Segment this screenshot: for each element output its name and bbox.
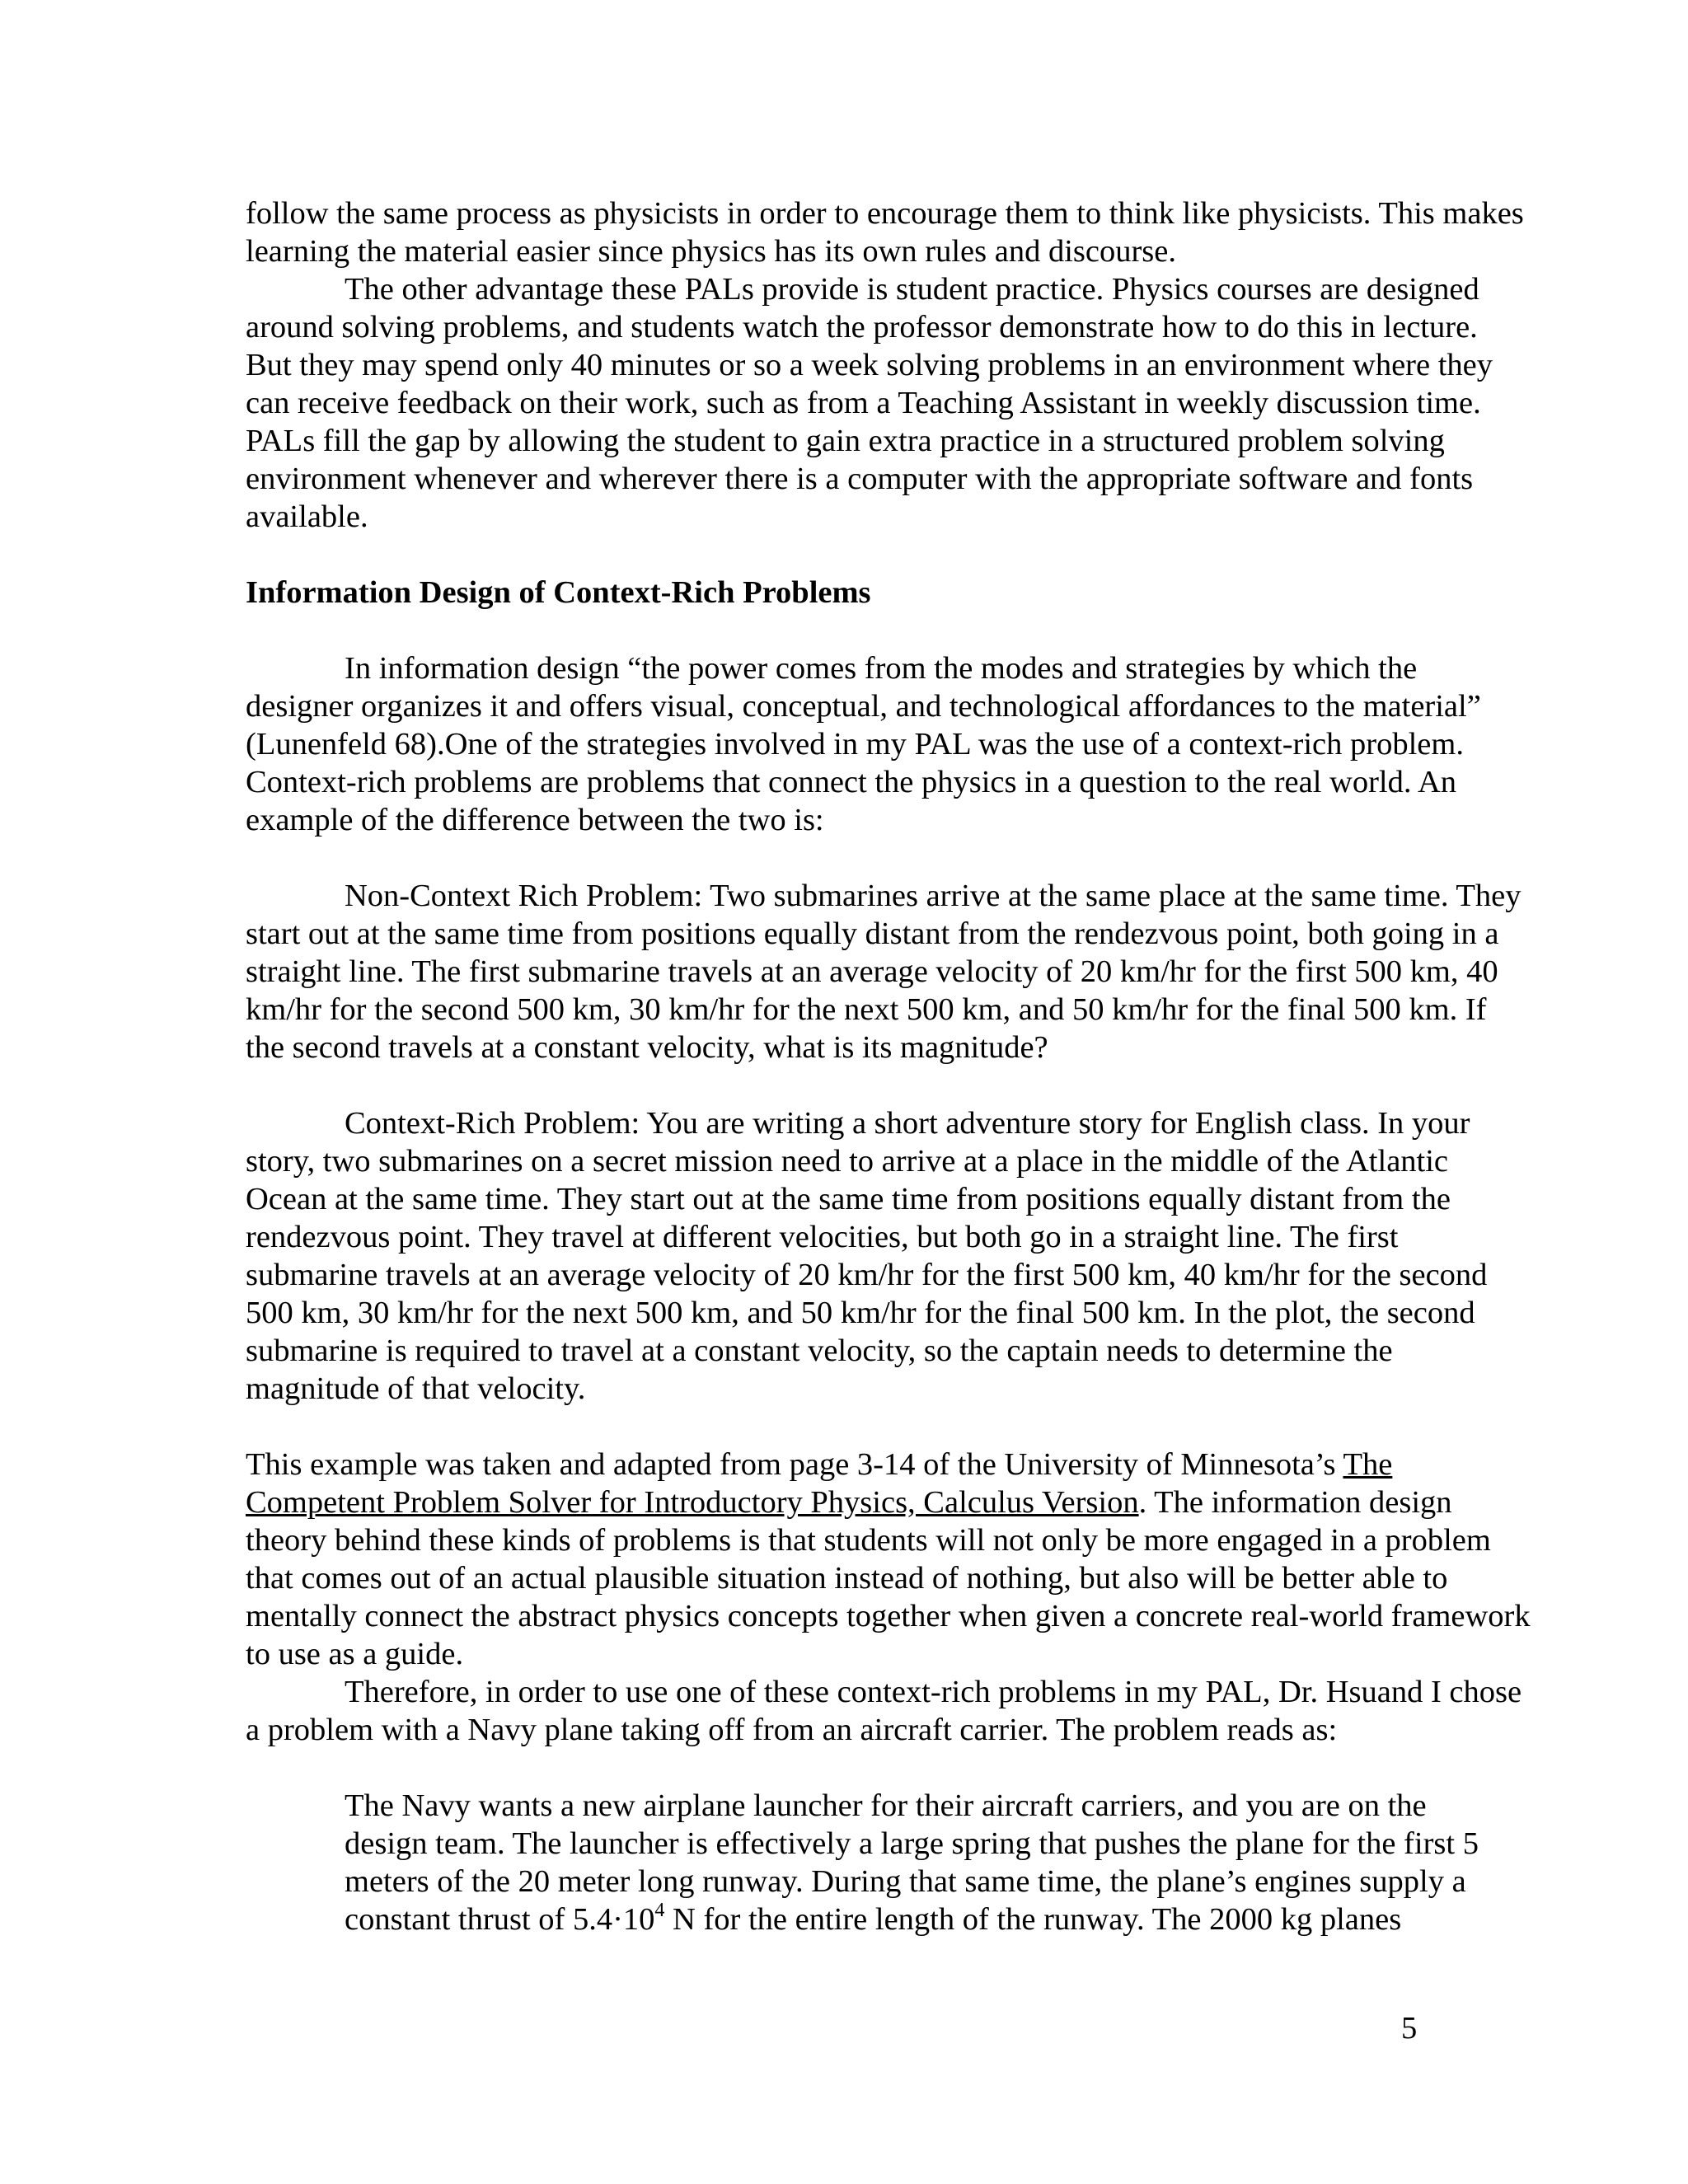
paragraph-non-context-problem: Non-Context Rich Problem: Two submarines arrive at the same place at the same time. They start out at the same time from positions equally distant from the rendezvous point, both going in a straight line. The first submarine travels at an average velocity of 20 km/hr for the first 500 km, 40 km/hr for the second 500 km, 30 km/hr for the next 500 km, and 50 km/hr for the final 500 km. If the second travels at a constant velocity, what is its magnitude?	[246, 879, 1522, 1065]
quote-text-end: N for the entire length of the runway. The 2000 kg planes	[664, 1902, 1402, 1937]
paragraph-context-rich-problem: Context-Rich Problem: You are writing a short adventure story for English class. In your story, two submarines on a secret mission need to arrive at a place in the middle of the Atlantic Ocean at the same time. They start out at the same time from positions equally distant from the rendezvous point. They travel at different velocities, but both go in a straight line. The first submarine travels at an average velocity of 20 km/hr for the first 500 km, 40 km/hr for the second 500 km, 30 km/hr for the next 500 km, and 50 km/hr for the final 500 km. In the plot, the second submarine is required to travel at a constant velocity, so the captain needs to determine the magnitude of that velocity.	[246, 1106, 1488, 1406]
paragraph-process: follow the same process as physicists in order to encourage them to think like physicists. This makes learning the material easier since physics has its own rules and discourse.	[246, 196, 1524, 269]
page-number: 5	[1401, 2011, 1418, 2046]
quote-text-start: The Navy wants a new airplane launcher for their aircraft carriers, and you are on the design team. The launcher is effectively a large spring that pushes the plane for the first 5 meters of the 20 meter long runway. During that same time, the plane’s engines supply a constant thrust of 5.4·10	[345, 1788, 1479, 1937]
document-body	[246, 194, 1531, 1938]
paragraph-student-practice: The other advantage these PALs provide is student practice. Physics courses are designed around solving problems, and students watch the professor demonstrate how to do this in lecture. But they may spend only 40 minutes or so a week solving problems in an environment where they can receive feedback on their work, such as from a Teaching Assistant in weekly discussion time. PALs fill the gap by allowing the student to gain extra practice in a structured problem solving environment whenever and wherever there is a computer with the appropriate software and fonts available.	[246, 272, 1493, 534]
navy-problem-quote	[345, 1787, 1511, 1938]
section-heading: Information Design of Context-Rich Problems	[246, 575, 871, 610]
exponent: 4	[654, 1900, 665, 1921]
paragraph-navy-problem-intro: Therefore, in order to use one of these context-rich problems in my PAL, Dr. Hsuand I chose a problem with a Navy plane taking off from an aircraft carrier. The problem reads as:	[246, 1675, 1522, 1747]
example-source-text-start: This example was taken and adapted from page 3-14 of the University of Minnesota’s	[246, 1447, 1343, 1482]
paragraph-information-design: In information design “the power comes from the modes and strategies by which the designer organizes it and offers visual, conceptual, and technological affordances to the material” (Lunenfeld 68).One of the strategies involved in my PAL was the use of a context-rich problem. Context-rich problems are problems that connect the physics in a question to the real world. An example of the difference between the two is:	[246, 651, 1481, 837]
paragraph-example-source	[246, 1446, 1531, 1673]
example-source-text-end: . The information design theory behind these kinds of problems is that students will not only be more engaged in a problem that comes out of an actual plausible situation instead of nothing, but also will be better able to mentally connect the abstract physics concepts together when given a concrete real-world framework to use as a guide.	[246, 1485, 1531, 1671]
book-title: The Competent Problem Solver for Introductory Physics, Calculus Version	[246, 1447, 1393, 1520]
